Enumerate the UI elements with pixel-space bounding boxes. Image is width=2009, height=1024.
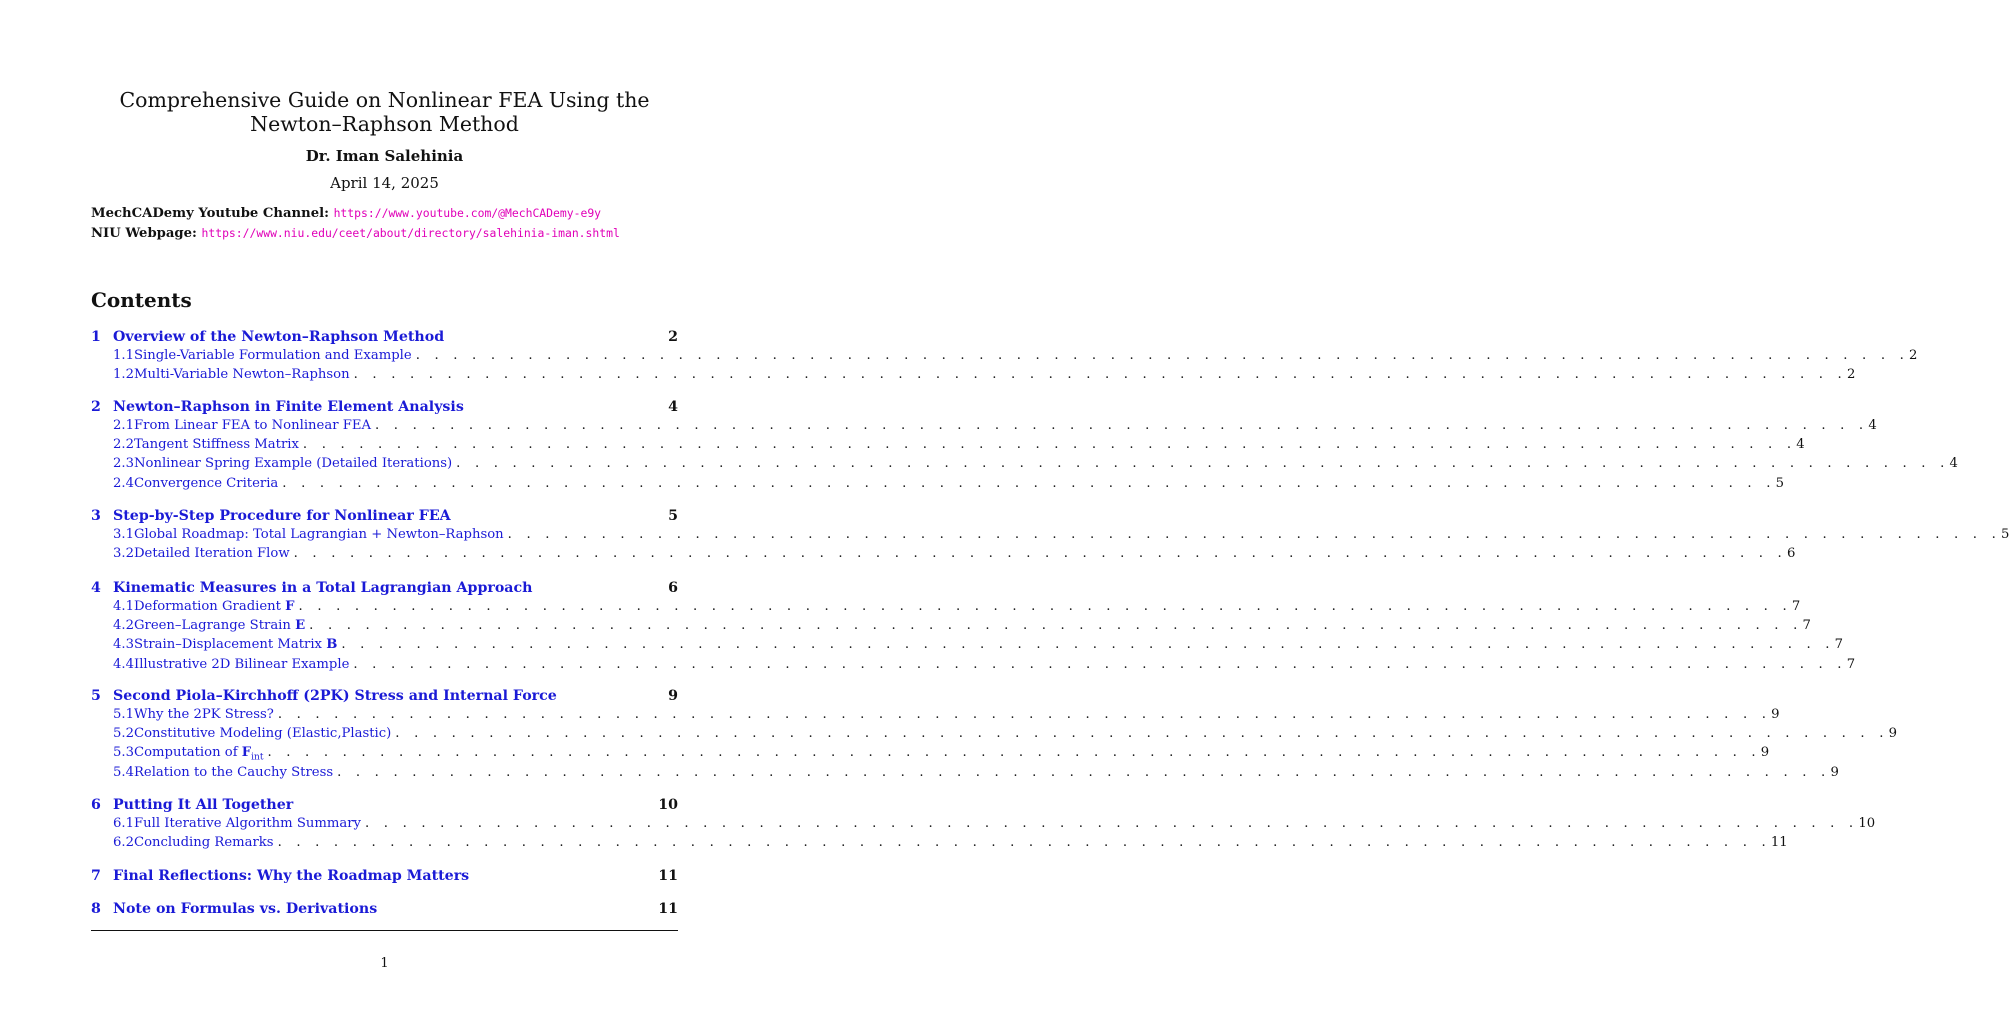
toc-subsection-page: 11 bbox=[1770, 835, 1788, 851]
toc-section-number: 7 bbox=[91, 868, 101, 884]
toc-leader-dots: . . . . . . . . . . . . . . . . . . . . . . . . . . . . . . . . . . . . . . . . . . . . . . . . . . . . . . . . . . . . . . . . . . . . . . . . . . . . . . . . bbox=[298, 599, 1792, 614]
toc-subsection-text: Green–Lagrange Strain bbox=[133, 618, 291, 634]
toc-section-number: 8 bbox=[91, 901, 101, 917]
toc-section-number: 3 bbox=[91, 508, 101, 524]
toc-subsection-label[interactable] bbox=[134, 546, 294, 561]
toc-subsection-page: 7 bbox=[1791, 599, 1801, 614]
toc-leader-dots: . . . . . . . . . . . . . . . . . . . . . . . . . . . . . . . . . . . . . . . . . . . . . . . . . . . . . . . . . . . . . . . . . . . . . . . . . . . . . . . . bbox=[395, 726, 1889, 742]
toc-subsection-text: Illustrative 2D Bilinear Example bbox=[133, 656, 350, 672]
toc-subsection-text: Multi-Variable Newton–Raphson bbox=[133, 367, 350, 383]
toc-subsection-page: 4 bbox=[1949, 456, 1958, 472]
toc-section-label[interactable]: Putting It All Together bbox=[113, 797, 294, 813]
toc-leader-dots: . . . . . . . . . . . . . . . . . . . . . . . . . . . . . . . . . . . . . . . . . . . . . . . . . . . . . . . . . . . . . . . . . . . . . . . . . . . . . . . . bbox=[302, 437, 1797, 453]
toc-subsection-text: Tangent Stiffness Matrix bbox=[133, 437, 299, 453]
toc-leader-dots: . . . . . . . . . . . . . . . . . . . . . . . . . . . . . . . . . . . . . . . . . . . . . . . . . . . . . . . . . . . . . . . . . . . . . . . . . . . . . . . . bbox=[341, 637, 1835, 653]
toc-subsection-4.4[interactable] bbox=[91, 656, 1856, 676]
webpage-label: NIU Webpage: bbox=[91, 226, 197, 241]
toc-subsection-label[interactable] bbox=[134, 745, 267, 763]
toc-section-label[interactable]: Note on Formulas vs. Derivations bbox=[113, 901, 378, 917]
toc-subsection-text: From Linear FEA to Nonlinear FEA bbox=[133, 418, 371, 433]
toc-subsection-number: 6.1 bbox=[113, 816, 134, 831]
toc-section-label[interactable]: Overview of the Newton–Raphson Method bbox=[113, 329, 445, 345]
toc-subsection-number: 4.3 bbox=[113, 637, 134, 653]
toc-subsection-6.2[interactable] bbox=[91, 835, 1788, 854]
toc-subsection-number: 5.3 bbox=[113, 745, 134, 761]
toc-subsection-text: Relation to the Cauchy Stress bbox=[133, 764, 334, 780]
toc-section-2[interactable] bbox=[91, 399, 678, 418]
toc-leader-dots: . . . . . . . . . . . . . . . . . . . . . . . . . . . . . . . . . . . . . . . . . . . . . . . . . . . . . . . . . . . . . . . . . . . . . . . . . . . . . . . . bbox=[365, 816, 1859, 831]
toc-subsection-page: 4 bbox=[1796, 437, 1805, 453]
toc-section-number: 2 bbox=[91, 399, 101, 415]
title-line-2: Newton–Raphson Method bbox=[250, 112, 519, 136]
toc-subsection-label[interactable] bbox=[134, 835, 278, 850]
toc-section-6[interactable] bbox=[91, 797, 678, 816]
toc-subsection-text: Nonlinear Spring Example (Detailed Iterations) bbox=[133, 456, 453, 472]
youtube-label: MechCADemy Youtube Channel: bbox=[91, 206, 329, 221]
toc-subsection-page: 2 bbox=[1909, 348, 1918, 363]
math-symbol: F bbox=[241, 745, 252, 761]
toc-subsection-text: Global Roadmap: Total Lagrangian + Newton–Raphson bbox=[133, 527, 504, 542]
toc-subsection-number: 5.4 bbox=[113, 764, 134, 780]
toc-subsection-number: 3.2 bbox=[113, 546, 134, 562]
toc-subsection-number: 2.2 bbox=[113, 437, 134, 453]
toc-subsection-label[interactable] bbox=[134, 348, 416, 363]
toc-subsection-3.2[interactable] bbox=[91, 546, 1796, 565]
toc-subsection-page: 7 bbox=[1846, 656, 1856, 672]
toc-section-page: 2 bbox=[668, 329, 678, 345]
toc-subsection-number: 4.1 bbox=[113, 599, 134, 614]
toc-leader-dots: . . . . . . . . . . . . . . . . . . . . . . . . . . . . . . . . . . . . . . . . . . . . . . . . . . . . . . . . . . . . . . . . . . . . . . . . . . . . . . . . bbox=[507, 527, 2001, 542]
toc-leader-dots: . . . . . . . . . . . . . . . . . . . . . . . . . . . . . . . . . . . . . . . . . . . . . . . . . . . . . . . . . . . . . . . . . . . . . . . . . . . . . . . . bbox=[456, 456, 1950, 472]
toc-subsection-1.2[interactable] bbox=[91, 367, 1856, 386]
toc-section-label[interactable]: Step-by-Step Procedure for Nonlinear FEA bbox=[113, 508, 451, 524]
toc-subsection-text: Why the 2PK Stress? bbox=[133, 707, 274, 722]
toc-subsection-number: 2.1 bbox=[113, 418, 134, 433]
toc-leader-dots: . . . . . . . . . . . . . . . . . . . . . . . . . . . . . . . . . . . . . . . . . . . . . . . . . . . . . . . . . . . . . . . . . . . . . . . . . . . . . . . . bbox=[353, 367, 1847, 383]
toc-subsection-number: 6.2 bbox=[113, 835, 134, 851]
toc-subsection-label[interactable] bbox=[134, 816, 365, 831]
toc-subsection-number: 2.4 bbox=[113, 475, 134, 491]
toc-subsection-page: 7 bbox=[1834, 637, 1844, 653]
toc-leader-dots: . . . . . . . . . . . . . . . . . . . . . . . . . . . . . . . . . . . . . . . . . . . . . . . . . . . . . . . . . . . . . . . . . . . . . . . . . . . . . . . . bbox=[267, 745, 1761, 761]
toc-subsection-5.1[interactable] bbox=[91, 707, 1780, 726]
youtube-line bbox=[91, 206, 601, 221]
toc-subsection-4.1[interactable] bbox=[91, 599, 1801, 618]
toc-section-label[interactable]: Second Piola–Kirchhoff (2PK) Stress and Internal Force bbox=[113, 688, 557, 704]
toc-subsection-page: 9 bbox=[1830, 764, 1839, 780]
toc-section-page: 6 bbox=[668, 580, 678, 596]
toc-section-3[interactable] bbox=[91, 508, 678, 527]
contents-heading: Contents bbox=[91, 288, 192, 312]
toc-subsection-text: Convergence Criteria bbox=[133, 475, 279, 491]
toc-section-label[interactable]: Final Reflections: Why the Roadmap Matters bbox=[113, 868, 470, 884]
math-symbol: F bbox=[285, 599, 295, 614]
math-subscript: int bbox=[251, 753, 264, 764]
toc-subsection-text: Detailed Iteration Flow bbox=[133, 546, 290, 562]
toc-leader-dots: . . . . . . . . . . . . . . . . . . . . . . . . . . . . . . . . . . . . . . . . . . . . . . . . . . . . . . . . . . . . . . . . . . . . . . . . . . . . . . . . bbox=[277, 707, 1772, 722]
page-number: 1 bbox=[380, 956, 389, 971]
toc-section-8[interactable] bbox=[91, 901, 678, 920]
toc-subsection-label[interactable] bbox=[134, 418, 375, 433]
toc-subsection-2.2[interactable] bbox=[91, 437, 1805, 456]
toc-subsection-page: 2 bbox=[1846, 367, 1856, 383]
webpage-link[interactable]: https://www.niu.edu/ceet/about/directory/salehinia-iman.shtml bbox=[201, 226, 620, 240]
toc-section-number: 4 bbox=[91, 580, 101, 596]
toc-section-number: 6 bbox=[91, 797, 101, 813]
toc-subsection-page: 7 bbox=[1802, 618, 1811, 634]
toc-leader-dots: . . . . . . . . . . . . . . . . . . . . . . . . . . . . . . . . . . . . . . . . . . . . . . . . . . . . . . . . . . . . . . . . . . . . . . . . . . . . . . . . bbox=[415, 348, 1910, 363]
toc-section-5[interactable] bbox=[91, 688, 678, 707]
toc-subsection-label[interactable] bbox=[134, 527, 508, 542]
toc-section-page: 5 bbox=[668, 508, 678, 524]
document-title bbox=[71, 88, 698, 136]
toc-subsection-page: 10 bbox=[1858, 816, 1876, 831]
toc-leader-dots: . . . . . . . . . . . . . . . . . . . . . . . . . . . . . . . . . . . . . . . . . . . . . . . . . . . . . . . . . . . . . . . . . . . . . . . . . . . . . . . . bbox=[282, 475, 1776, 491]
toc-subsection-page: 6 bbox=[1786, 546, 1796, 562]
toc-leader-dots: . . . . . . . . . . . . . . . . . . . . . . . . . . . . . . . . . . . . . . . . . . . . . . . . . . . . . . . . . . . . . . . . . . . . . . . . . . . . . . . . bbox=[375, 418, 1869, 433]
toc-subsection-label[interactable] bbox=[134, 765, 337, 780]
toc-subsection-label[interactable] bbox=[134, 476, 282, 491]
toc-subsection-3.1[interactable] bbox=[91, 527, 2009, 546]
toc-section-page: 9 bbox=[668, 688, 678, 704]
webpage-line bbox=[91, 226, 620, 241]
toc-section-page: 11 bbox=[658, 901, 678, 917]
toc-subsection-text: Full Iterative Algorithm Summary bbox=[133, 816, 361, 831]
toc-subsection-label[interactable] bbox=[134, 726, 395, 741]
toc-section-number: 5 bbox=[91, 688, 101, 704]
toc-subsection-2.1[interactable] bbox=[91, 418, 1877, 437]
toc-subsection-label[interactable] bbox=[134, 707, 278, 722]
toc-leader-dots: . . . . . . . . . . . . . . . . . . . . . . . . . . . . . . . . . . . . . . . . . . . . . . . . . . . . . . . . . . . . . . . . . . . . . . . . . . . . . . . . bbox=[293, 546, 1787, 562]
toc-subsection-4.2[interactable] bbox=[91, 618, 1811, 637]
toc-section-4[interactable] bbox=[91, 580, 678, 599]
toc-subsection-number: 5.1 bbox=[113, 707, 134, 722]
toc-subsection-number: 3.1 bbox=[113, 527, 134, 542]
toc-subsection-page: 9 bbox=[1888, 726, 1898, 742]
toc-subsection-number: 4.2 bbox=[113, 618, 134, 634]
toc-subsection-label[interactable] bbox=[134, 437, 303, 452]
toc-subsection-label[interactable] bbox=[134, 456, 456, 471]
title-line-1: Comprehensive Guide on Nonlinear FEA Using the bbox=[119, 88, 650, 112]
toc-subsection-label[interactable] bbox=[134, 657, 353, 672]
toc-subsection-number: 2.3 bbox=[113, 456, 134, 472]
math-symbol: E bbox=[295, 618, 306, 634]
toc-section-7[interactable] bbox=[91, 868, 678, 887]
footer-rule bbox=[91, 930, 678, 931]
toc-section-1[interactable] bbox=[91, 329, 678, 348]
toc-subsection-page: 5 bbox=[2000, 527, 2009, 542]
toc-subsection-5.4[interactable] bbox=[91, 764, 1839, 784]
toc-subsection-5.3[interactable] bbox=[91, 745, 1770, 764]
toc-section-page: 10 bbox=[658, 797, 678, 813]
toc-subsection-number: 4.4 bbox=[113, 656, 134, 672]
toc-subsection-4.3[interactable] bbox=[91, 637, 1844, 656]
toc-subsection-6.1[interactable] bbox=[91, 816, 1876, 835]
toc-subsection-page: 5 bbox=[1775, 475, 1785, 491]
date: April 14, 2025 bbox=[330, 174, 439, 192]
toc-subsection-text: Computation of bbox=[133, 745, 238, 761]
toc-subsection-text: Deformation Gradient bbox=[133, 599, 281, 614]
toc-leader-dots: . . . . . . . . . . . . . . . . . . . . . . . . . . . . . . . . . . . . . . . . . . . . . . . . . . . . . . . . . . . . . . . . . . . . . . . . . . . . . . . . bbox=[353, 656, 1847, 672]
toc-section-page: 11 bbox=[658, 868, 678, 884]
toc-subsection-number: 1.1 bbox=[113, 348, 134, 363]
toc-subsection-2.3[interactable] bbox=[91, 456, 1958, 475]
toc-leader-dots: . . . . . . . . . . . . . . . . . . . . . . . . . . . . . . . . . . . . . . . . . . . . . . . . . . . . . . . . . . . . . . . . . . . . . . . . . . . . . . . . bbox=[337, 764, 1831, 780]
toc-subsection-text: Constitutive Modeling (Elastic,Plastic) bbox=[133, 726, 392, 742]
document-page bbox=[91, 0, 2009, 1024]
toc-subsection-text: Concluding Remarks bbox=[133, 835, 274, 851]
math-symbol: B bbox=[326, 637, 338, 653]
toc-subsection-page: 4 bbox=[1868, 418, 1877, 433]
toc-subsection-number: 1.2 bbox=[113, 367, 134, 383]
toc-subsection-text: Strain–Displacement Matrix bbox=[133, 637, 322, 653]
youtube-link[interactable]: https://www.youtube.com/@MechCADemy-e9y bbox=[333, 206, 602, 220]
toc-subsection-2.4[interactable] bbox=[91, 475, 1785, 495]
toc-subsection-label[interactable] bbox=[134, 637, 341, 652]
toc-section-label[interactable]: Newton–Raphson in Finite Element Analysis bbox=[113, 399, 464, 415]
author: Dr. Iman Salehinia bbox=[305, 147, 464, 165]
toc-subsection-label[interactable] bbox=[134, 367, 354, 382]
toc-subsection-5.2[interactable] bbox=[91, 726, 1898, 745]
toc-subsection-number: 5.2 bbox=[113, 726, 134, 742]
toc-subsection-page: 9 bbox=[1760, 745, 1770, 761]
toc-subsection-label[interactable] bbox=[134, 618, 309, 633]
toc-subsection-page: 9 bbox=[1771, 707, 1780, 722]
toc-subsection-text: Single-Variable Formulation and Example bbox=[133, 348, 412, 363]
toc-leader-dots: . . . . . . . . . . . . . . . . . . . . . . . . . . . . . . . . . . . . . . . . . . . . . . . . . . . . . . . . . . . . . . . . . . . . . . . . . . . . . . . . bbox=[277, 835, 1771, 851]
toc-subsection-1.1[interactable] bbox=[91, 348, 1918, 367]
toc-section-label[interactable]: Kinematic Measures in a Total Lagrangian Approach bbox=[113, 580, 533, 596]
toc-leader-dots: . . . . . . . . . . . . . . . . . . . . . . . . . . . . . . . . . . . . . . . . . . . . . . . . . . . . . . . . . . . . . . . . . . . . . . . . . . . . . . . . bbox=[309, 618, 1803, 634]
toc-section-number: 1 bbox=[91, 329, 101, 345]
toc-section-page: 4 bbox=[668, 399, 678, 415]
toc-subsection-label[interactable] bbox=[134, 599, 299, 614]
